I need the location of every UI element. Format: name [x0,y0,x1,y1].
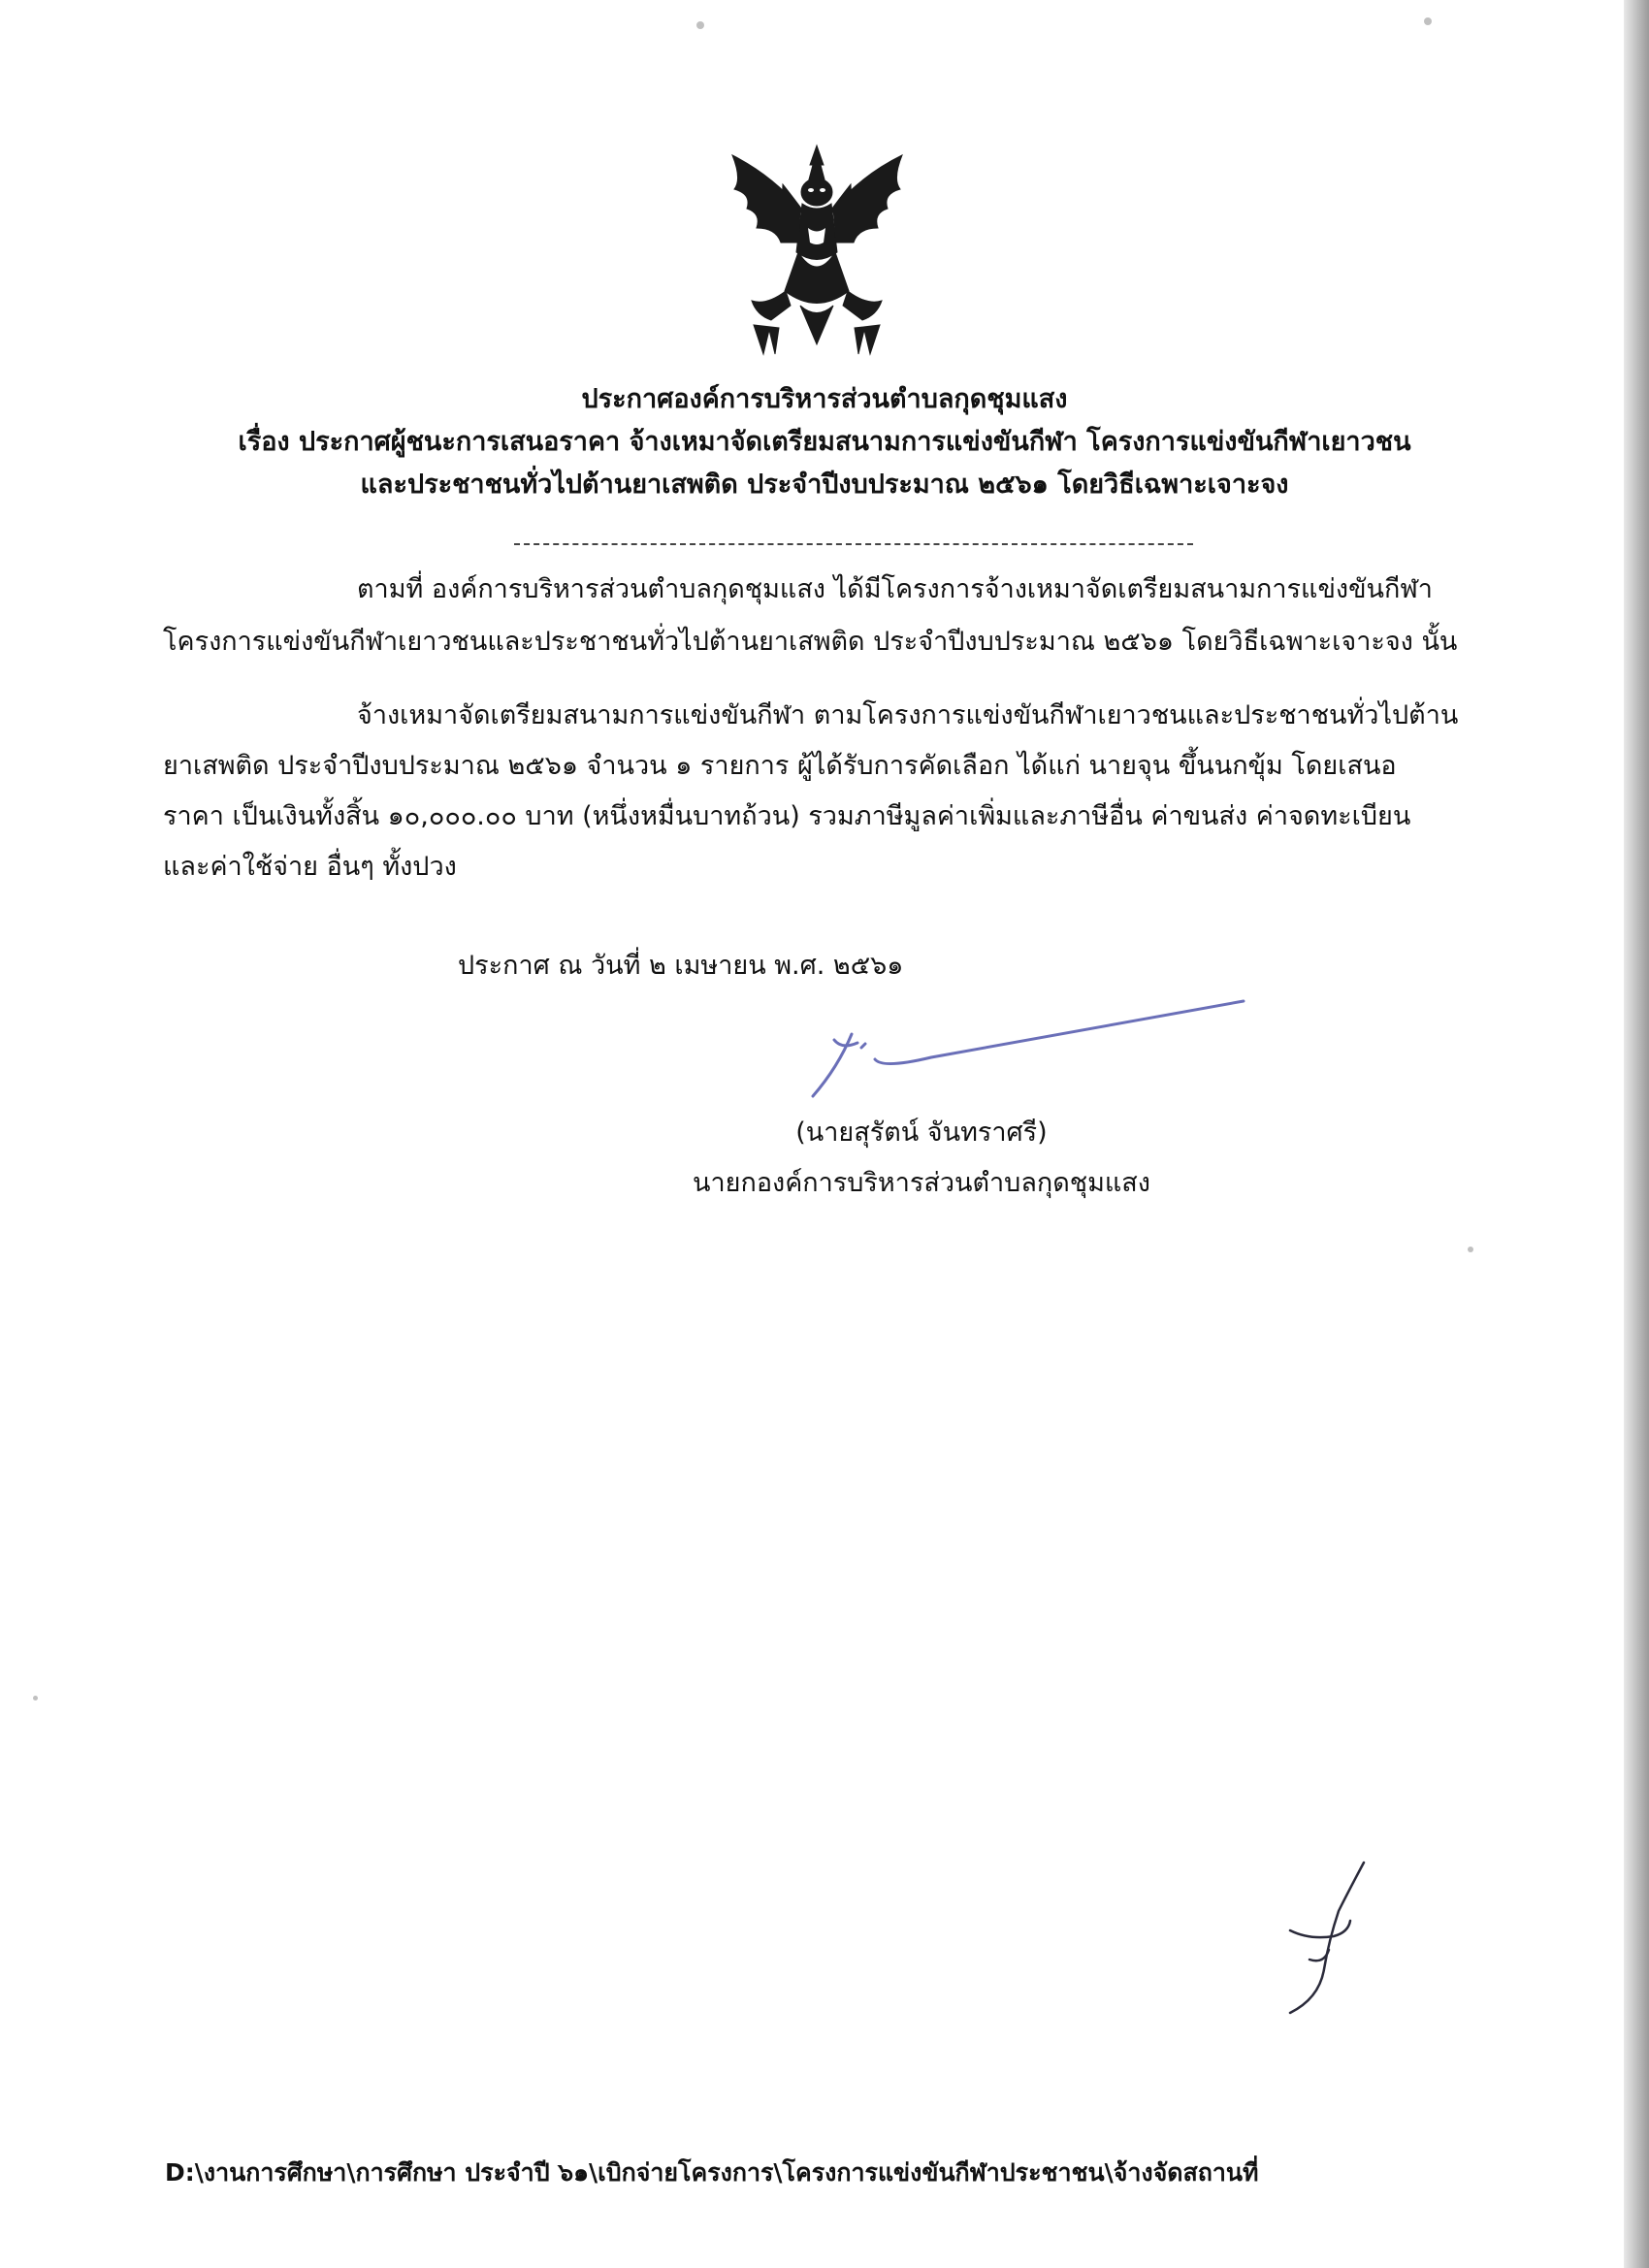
scan-speck [696,21,704,29]
scan-edge-shadow [1624,0,1649,2268]
initials-mark [1271,1853,1387,2018]
signer-position: นายกองค์การบริหารส่วนตำบลกุดชุมแสง [693,1168,1150,1198]
scan-speck [1468,1247,1473,1252]
subject-line: เรื่อง ประกาศผู้ชนะการเสนอราคา จ้างเหมาจัดเตรียมสนามการแข่งขันกีฬา โครงการแข่งขันกีฬาเยาวชน [238,427,1411,457]
paragraph-line: ตามที่ องค์การบริหารส่วนตำบลกุดชุมแสง ได้มีโครงการจ้างเหมาจัดเตรียมสนามการแข่งขันกีฬา [357,574,1433,604]
heading-divider [514,543,1193,545]
paragraph-line: ยาเสพติด ประจำปีงบประมาณ ๒๕๖๑ จำนวน ๑ รายการ ผู้ได้รับการคัดเลือก ได้แก่ นายจุน ขึ้นนกขุ้ม โดยเสนอ [163,751,1397,781]
paragraph-line: จ้างเหมาจัดเตรียมสนามการแข่งขันกีฬา ตามโครงการแข่งขันกีฬาเยาวชนและประชาชนทั่วไปต้าน [357,700,1459,730]
scan-speck [33,1696,38,1701]
signer-name: (นายสุรัตน์ จันทราศรี) [795,1118,1048,1148]
scan-speck [1424,17,1432,25]
garuda-emblem-icon [713,136,922,359]
handwritten-signature [795,989,1261,1116]
paragraph-line: โครงการแข่งขันกีฬาเยาวชนและประชาชนทั่วไปต้านยาเสพติด ประจำปีงบประมาณ ๒๕๖๑ โดยวิธีเฉพาะเจาะจง นั้น [163,627,1458,657]
announcement-date: ประกาศ ณ วันที่ ๒ เมษายน พ.ศ. ๒๕๖๑ [458,951,904,981]
file-path-footer: D:\งานการศึกษา\การศึกษา ประจำปี ๖๑\เบิกจ่ายโครงการ\โครงการแข่งขันกีฬาประชาชน\จ้างจัดสถานที่ [165,2158,1259,2187]
paragraph-line: และค่าใช้จ่าย อื่นๆ ทั้งปวง [163,852,457,882]
subject-line: และประชาชนทั่วไปต้านยาเสพติด ประจำปีงบประมาณ ๒๕๖๑ โดยวิธีเฉพาะเจาะจง [360,470,1289,500]
org-title: ประกาศองค์การบริหารส่วนตำบลกุดชุมแสง [581,384,1068,414]
paragraph-line: ราคา เป็นเงินทั้งสิ้น ๑๐,๐๐๐.๐๐ บาท (หนึ่งหมื่นบาทถ้วน) รวมภาษีมูลค่าเพิ่มและภาษีอื่น ค่าขนส่ง ค่าจดทะเบียน [163,801,1411,831]
